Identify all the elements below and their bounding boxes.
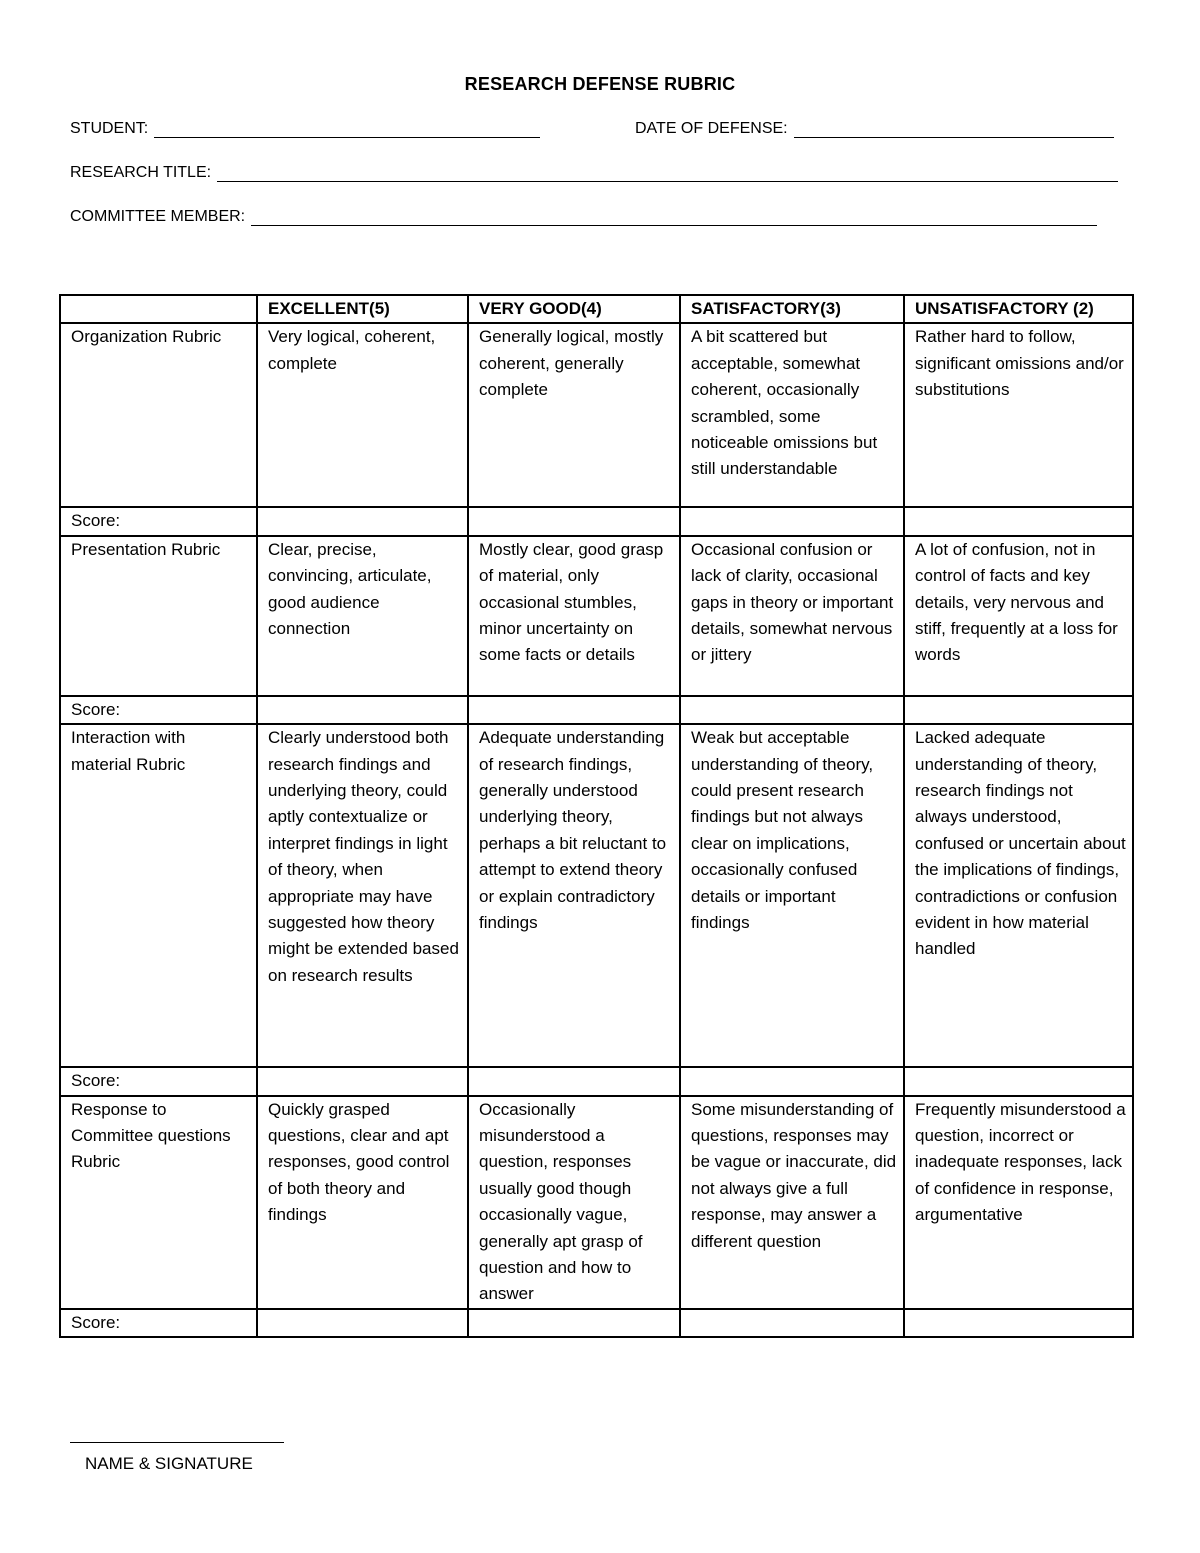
score-cell[interactable]	[257, 696, 468, 724]
score-label: Score:	[60, 507, 257, 535]
header-row	[60, 295, 1133, 323]
descriptor-cell: Weak but acceptable understanding of theory, could present research findings but not always clear on implications, occasionally confused details or important findings	[680, 724, 904, 1067]
score-cell[interactable]	[468, 696, 680, 724]
descriptor-cell: Occasional confusion or lack of clarity, occasional gaps in theory or important details, somewhat nervous or jittery	[680, 536, 904, 696]
score-cell[interactable]	[468, 1067, 680, 1095]
criterion-label: Interaction with material Rubric	[60, 724, 257, 1067]
score-label: Score:	[60, 696, 257, 724]
score-cell[interactable]	[257, 507, 468, 535]
criterion-label: Organization Rubric	[60, 323, 257, 507]
header-unsatisfactory: UNSATISFACTORY (2)	[904, 295, 1133, 323]
descriptor-cell: A bit scattered but acceptable, somewhat coherent, occasionally scrambled, some noticeable omissions but still understandable	[680, 323, 904, 507]
student-label: STUDENT:	[70, 120, 149, 137]
descriptor-cell: Quickly grasped questions, clear and apt responses, good control of both theory and findings	[257, 1096, 468, 1309]
score-cell[interactable]	[257, 1067, 468, 1095]
descriptor-cell: Frequently misunderstood a question, incorrect or inadequate responses, lack of confidence in response, argumentative	[904, 1096, 1133, 1309]
descriptor-cell: Generally logical, mostly coherent, generally complete	[468, 323, 680, 507]
score-row	[60, 1067, 1133, 1095]
descriptor-cell: A lot of confusion, not in control of facts and key details, very nervous and stiff, frequently at a loss for words	[904, 536, 1133, 696]
student-input-line[interactable]	[154, 123, 540, 138]
criterion-label: Response to Committee questions Rubric	[60, 1096, 257, 1309]
rubric-table	[59, 294, 1134, 1338]
score-cell[interactable]	[468, 507, 680, 535]
table-row	[60, 323, 1133, 507]
header-satisfactory: SATISFACTORY(3)	[680, 295, 904, 323]
score-cell[interactable]	[680, 1067, 904, 1095]
score-row	[60, 696, 1133, 724]
score-cell[interactable]	[904, 696, 1133, 724]
signature-line[interactable]	[70, 1442, 284, 1443]
research-title-label: RESEARCH TITLE:	[70, 164, 212, 181]
descriptor-cell: Rather hard to follow, significant omissions and/or substitutions	[904, 323, 1133, 507]
score-row	[60, 1309, 1133, 1337]
score-cell[interactable]	[680, 1309, 904, 1337]
date-of-defense-label: DATE OF DEFENSE:	[635, 120, 788, 137]
committee-member-input-line[interactable]	[251, 211, 1097, 226]
date-of-defense-input-line[interactable]	[794, 123, 1114, 138]
header-excellent: EXCELLENT(5)	[257, 295, 468, 323]
score-cell[interactable]	[257, 1309, 468, 1337]
header-very-good: VERY GOOD(4)	[468, 295, 680, 323]
research-title-input-line[interactable]	[217, 167, 1118, 182]
descriptor-cell: Occasionally misunderstood a question, responses usually good though occasionally vague, generally apt grasp of question and how to answer	[468, 1096, 680, 1309]
descriptor-cell: Lacked adequate understanding of theory, research findings not always understood, confused or uncertain about the implications of findings, contradictions or confusion evident in how material handled	[904, 724, 1133, 1067]
committee-member-label: COMMITTEE MEMBER:	[70, 208, 246, 225]
signature-label: NAME & SIGNATURE	[85, 1454, 253, 1473]
criterion-label: Presentation Rubric	[60, 536, 257, 696]
committee-member-field	[70, 208, 1097, 226]
descriptor-cell: Clear, precise, convincing, articulate, good audience connection	[257, 536, 468, 696]
score-label: Score:	[60, 1067, 257, 1095]
score-cell[interactable]	[680, 696, 904, 724]
document-title: RESEARCH DEFENSE RUBRIC	[464, 74, 736, 94]
descriptor-cell: Adequate understanding of research findings, generally understood underlying theory, perhaps a bit reluctant to attempt to extend theory or explain contradictory findings	[468, 724, 680, 1067]
table-row	[60, 1096, 1133, 1309]
research-title-field	[70, 164, 1118, 182]
score-label: Score:	[60, 1309, 257, 1337]
descriptor-cell: Very logical, coherent, complete	[257, 323, 468, 507]
student-field	[70, 120, 540, 138]
descriptor-cell: Clearly understood both research findings and underlying theory, could aptly contextualize or interpret findings in light of theory, when appropriate may have suggested how theory might be extended based on research results	[257, 724, 468, 1067]
date-of-defense-field	[635, 120, 1114, 138]
score-cell[interactable]	[680, 507, 904, 535]
score-cell[interactable]	[904, 1067, 1133, 1095]
table-row	[60, 724, 1133, 1067]
header-criterion	[60, 295, 257, 323]
descriptor-cell: Some misunderstanding of questions, responses may be vague or inaccurate, did not always give a full response, may answer a different question	[680, 1096, 904, 1309]
score-row	[60, 507, 1133, 535]
score-cell[interactable]	[904, 1309, 1133, 1337]
table-row	[60, 536, 1133, 696]
score-cell[interactable]	[468, 1309, 680, 1337]
score-cell[interactable]	[904, 507, 1133, 535]
descriptor-cell: Mostly clear, good grasp of material, only occasional stumbles, minor uncertainty on some facts or details	[468, 536, 680, 696]
